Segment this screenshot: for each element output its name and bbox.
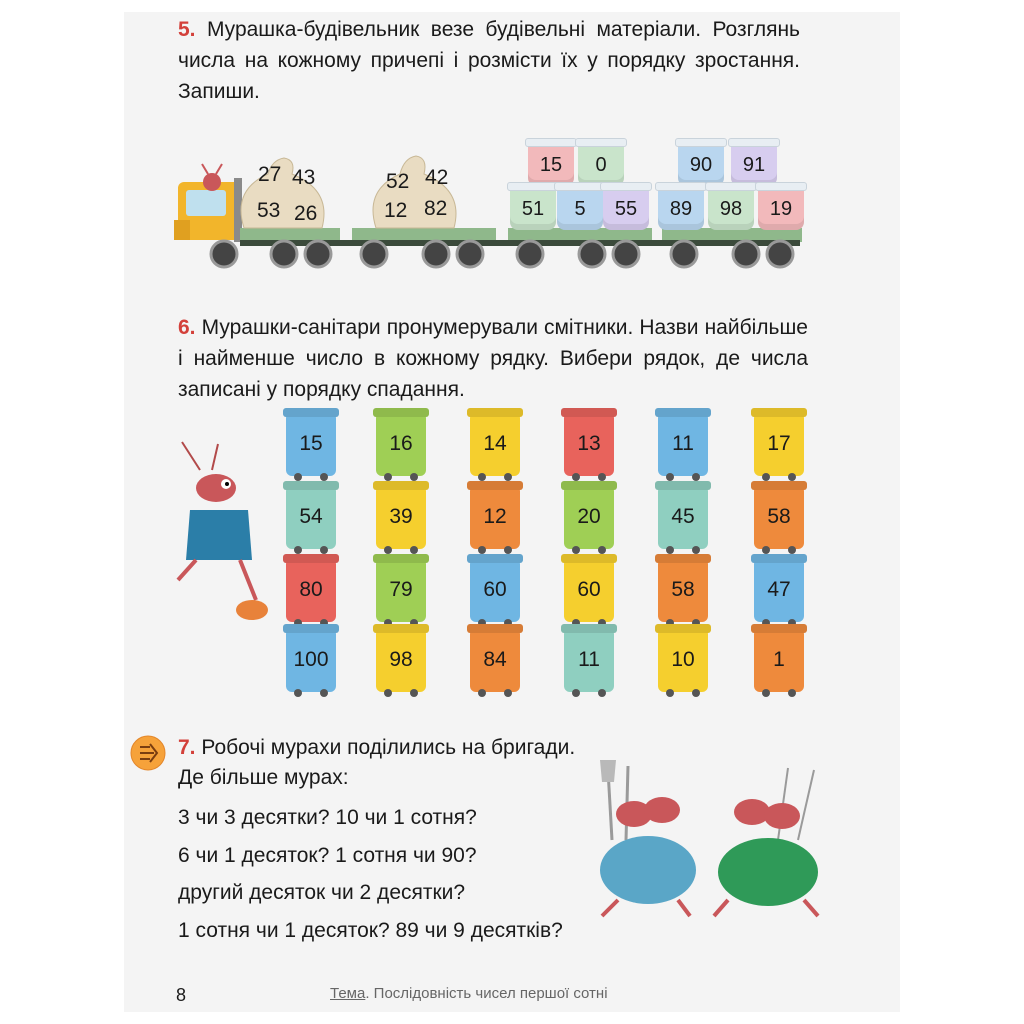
- bin-number: 47: [767, 578, 791, 601]
- bag1-number: 26: [294, 202, 318, 225]
- bucket-number: 19: [769, 198, 793, 220]
- trash-bin: [658, 487, 708, 549]
- trash-bin: [470, 487, 520, 549]
- page-number: 8: [176, 985, 187, 1005]
- bag2-number: 52: [386, 170, 410, 193]
- trash-bin: [376, 630, 426, 692]
- trash-bin: [470, 630, 520, 692]
- trash-bin: [754, 487, 804, 549]
- bin-number: 45: [671, 505, 695, 528]
- task-6-text: [178, 312, 808, 405]
- bin-number: 1: [773, 648, 785, 671]
- bag1-number: 53: [257, 199, 281, 222]
- bin-number: 13: [577, 432, 601, 455]
- bin-number: 80: [299, 578, 323, 601]
- trash-bin: [754, 414, 804, 476]
- bucket-number: 89: [669, 198, 693, 220]
- bin-number: 11: [578, 648, 600, 671]
- trash-bin: [754, 560, 804, 622]
- bucket-number: 98: [719, 198, 743, 220]
- trash-bin: [658, 560, 708, 622]
- trash-bin: [564, 560, 614, 622]
- bucket: [658, 186, 704, 230]
- bucket-number: 90: [689, 154, 713, 176]
- task-6-number: 6.: [178, 316, 196, 339]
- trash-bin: [286, 560, 336, 622]
- bin-number: 98: [389, 648, 413, 671]
- bin-number: 10: [671, 648, 695, 671]
- bag2-number: 82: [424, 197, 448, 220]
- bin-number: 17: [767, 432, 791, 455]
- bag1-number: 43: [292, 166, 316, 189]
- bucket-number: 91: [742, 154, 766, 176]
- task-6-instructions: Мурашки-санітари пронумерували смітники. Назви найбільше і найменше число в кожному рядку. Вибери рядок, де числа записані у порядку спадання.: [178, 316, 808, 401]
- logic-task-icon: [130, 735, 166, 771]
- bucket: [708, 186, 754, 230]
- bin-number: 79: [389, 578, 413, 601]
- bin-number: 100: [293, 648, 329, 671]
- trash-bin: [564, 487, 614, 549]
- bin-number: 39: [389, 505, 413, 528]
- bin-number: 58: [767, 505, 791, 528]
- bucket: [578, 142, 624, 186]
- bin-number: 20: [577, 505, 601, 528]
- task-7-line1: Робочі мурахи поділились на бригади.: [201, 736, 576, 759]
- bucket-number: 0: [595, 154, 607, 176]
- page-topic: [330, 985, 608, 1002]
- bag2-number: 12: [384, 199, 408, 222]
- trash-bin: [564, 630, 614, 692]
- bag2-number: 42: [425, 166, 449, 189]
- bucket-number: 51: [521, 198, 545, 220]
- trash-bin: [286, 630, 336, 692]
- bucket: [678, 142, 724, 186]
- ant-cleaner-illustration: [160, 440, 280, 630]
- topic-label: Тема: [330, 985, 366, 1002]
- bin-number: 15: [299, 432, 323, 455]
- trash-bin: [658, 630, 708, 692]
- bin-number: 60: [483, 578, 507, 601]
- trash-bin: [658, 414, 708, 476]
- trash-bin: [286, 414, 336, 476]
- bin-number: 54: [299, 505, 323, 528]
- bucket: [758, 186, 804, 230]
- trash-bin: [376, 487, 426, 549]
- task-7-question: 6 чи 1 десяток? 1 сотня чи 90?: [178, 844, 477, 867]
- bucket: [603, 186, 649, 230]
- trash-bin: [376, 414, 426, 476]
- task-7-question: 3 чи 3 десятки? 10 чи 1 сотня?: [178, 806, 477, 829]
- bin-number: 60: [577, 578, 601, 601]
- bucket: [731, 142, 777, 186]
- task-7-number: 7.: [178, 736, 196, 759]
- worker-ants-illustration: [578, 760, 838, 920]
- trash-bin: [564, 414, 614, 476]
- bag1-number: 27: [258, 163, 282, 186]
- task-7-question: другий десяток чи 2 десятки?: [178, 881, 466, 904]
- bucket-number: 15: [539, 154, 563, 176]
- task-7-heading: [178, 736, 575, 760]
- bin-number: 84: [483, 648, 507, 671]
- bucket-number: 5: [574, 198, 586, 220]
- trash-bin: [286, 487, 336, 549]
- bucket: [510, 186, 556, 230]
- topic-text: . Послідовність чисел першої сотні: [365, 985, 608, 1002]
- bin-number: 58: [671, 578, 695, 601]
- bin-number: 11: [672, 432, 694, 455]
- task-7-line2: Де більше мурах:: [178, 766, 349, 789]
- trash-bin: [470, 414, 520, 476]
- bin-number: 14: [483, 432, 507, 455]
- bin-number: 12: [483, 505, 507, 528]
- task-7-question: 1 сотня чи 1 десяток? 89 чи 9 десятків?: [178, 919, 563, 942]
- trash-bin: [470, 560, 520, 622]
- trash-bin: [754, 630, 804, 692]
- bucket: [557, 186, 603, 230]
- bucket: [528, 142, 574, 186]
- bucket-number: 55: [614, 198, 638, 220]
- task-5-instructions: Мурашка-будівельник везе будівельні матеріали. Розглянь числа на кожному причепі і розмісти їх у порядку зростання. Запиши.: [178, 18, 800, 103]
- task-5-text: [178, 14, 800, 107]
- trash-bin: [376, 560, 426, 622]
- task-5-number: 5.: [178, 18, 196, 41]
- bin-number: 16: [389, 432, 413, 455]
